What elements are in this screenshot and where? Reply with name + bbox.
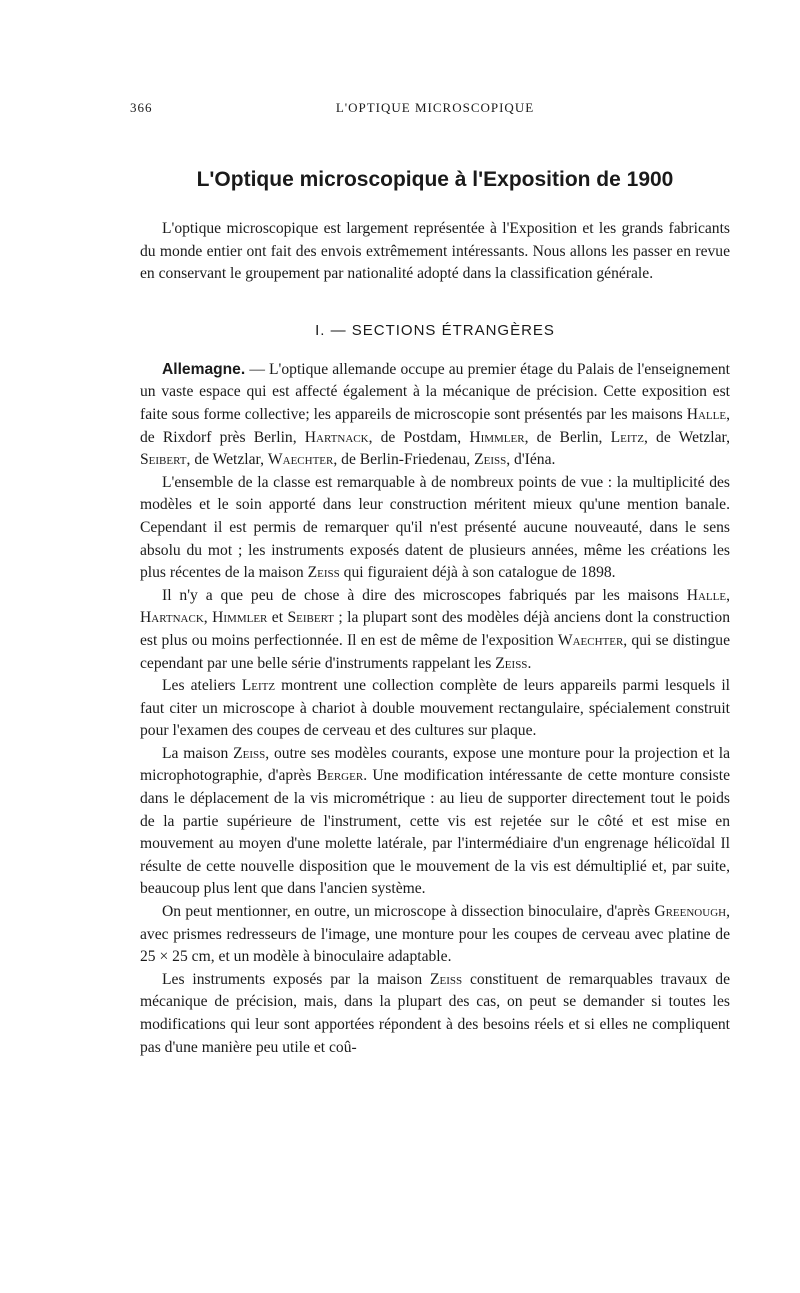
maker-name: Leitz [610, 428, 644, 446]
text-run: ; la plupart sont des modèles déjà anciens dont la construction est plus ou moins perfectionnée. Il en est de même de l'exposition [140, 609, 730, 649]
maker-name: Zeiss [307, 564, 340, 582]
paragraph-ensemble [140, 472, 730, 585]
text-run: montrent une collection complète de leurs appareils parmi lesquels il faut citer un microscope à chariot à double mouvement rectangulaire, spécialement construit pour l'examen des coupes de cerveau et des cultures sur plaque. [140, 677, 730, 740]
country-heading: Allemagne. [162, 360, 246, 378]
text-run: , de Wetzlar, [643, 428, 730, 446]
text-run: Les instruments exposés par la maison [162, 970, 430, 988]
running-title: L'OPTIQUE MICROSCOPIQUE [335, 100, 535, 115]
text-run: , avec prismes redresseurs de l'image, une monture pour les coupes de cerveau avec platine de 25 × 25 cm, et un modèle à binoculaire adaptable. [140, 903, 730, 966]
running-header [130, 100, 730, 124]
intro-paragraph: L'optique microscopique est largement représentée à l'Exposition et les grands fabricants du monde entier ont fait des envois extrêmement intéressants. Nous allons les passer en revue en conservant le groupement par nationalité adopté dans la classification générale. [140, 220, 730, 283]
text-run: Les ateliers [162, 677, 242, 695]
paragraph-dissection [140, 901, 730, 969]
text-run: et [267, 609, 288, 627]
text-run: , d'Iéna. [506, 451, 556, 469]
text-run: , [203, 609, 213, 627]
maker-name: Zeiss [233, 744, 266, 762]
text-run: , de Wetzlar, [186, 451, 268, 469]
maker-name: Zeiss [429, 970, 463, 988]
text-run: On peut mentionner, en outre, un microscope à dissection binoculaire, d'après [162, 903, 655, 921]
text-run: , de Berlin-Friedenau, [333, 451, 475, 469]
text-run: . Une modification intéressante de cette monture consiste dans le déplacement de la vis micrométrique : au lieu de supporter directement tout le poids de la partie supérieure de l'instrument, cette vis est rejetée sur le côté et est mise en mouvement au moyen d'une molette latérale, par l'intermédiaire d'un engrenage hélicoïdal Il résulte de cette nouvelle disposition que le mouvement de la vis est démultiplié et, par suite, beaucoup plus lent que dans l'ancien système. [140, 767, 730, 898]
maker-name: Halle [686, 405, 727, 423]
maker-name: Hartnack [304, 428, 369, 446]
article-title: L'Optique microscopique à l'Exposition de 1900 [196, 168, 674, 191]
text-run: La maison [162, 744, 234, 762]
maker-name: Halle [686, 586, 727, 604]
maker-name: Waechter [557, 631, 624, 649]
maker-name: Waechter [267, 451, 334, 469]
maker-name: Zeiss [474, 451, 507, 469]
text-run: , qui se distingue cependant par une belle série d'instruments rappelant les [140, 631, 730, 672]
paragraph-microscopes [140, 585, 730, 675]
text-run: . [527, 654, 532, 672]
text-run: , de Rixdorf près Berlin, [140, 405, 730, 446]
text-run: qui figuraient déjà à son catalogue de 1898. [339, 564, 616, 582]
paragraph-allemagne [140, 359, 730, 472]
paragraph-instruments [140, 969, 730, 1059]
text-run: , de Postdam, [368, 428, 470, 446]
text-run: L'ensemble de la classe est remarquable à de nombreux points de vue : la multiplicité des modèles et le soin apporté dans leur construction méritent mieux qu'une mention banale. Cependant il est permis de remarquer qu'il n'est présenté aucune nouveauté, dans le sens absolu du mot ; les instruments exposés datent de plusieurs années, même les créations les plus récentes de la maison [140, 473, 730, 582]
paragraph-zeiss [140, 743, 730, 901]
text-run: Il n'y a que peu de chose à dire des microscopes fabriqués par les maisons [162, 586, 687, 604]
text-run: — L'optique allemande occupe au premier étage du Palais de l'enseignement un vaste espace qui est affecté également à la mécanique de précision. Cette exposition est faite sous forme collective; les appareils de microscopie sont présentés par les maisons [140, 360, 730, 423]
text-run: , outre ses modèles courants, expose une monture pour la projection et la microphotographie, d'après [140, 744, 730, 785]
maker-name: Himmler [469, 428, 525, 446]
maker-name: Zeiss [495, 654, 528, 672]
section-heading: I. — SECTIONS ÉTRANGÈRES [315, 321, 555, 339]
text-run: , de Berlin, [524, 428, 611, 446]
maker-name: Leitz [241, 677, 276, 695]
text-run: constituent de remarquables travaux de mécanique de précision, mais, dans la plupart des cas, on peut se demander si toutes les modifications qui leur sont apportées répondent à des besoins réels et si elles ne compliquent pas d'une manière peu utile et coû- [140, 970, 730, 1056]
maker-name: Seibert [140, 451, 187, 469]
maker-name: Hartnack [140, 609, 204, 627]
paragraph-leitz [140, 675, 730, 743]
maker-name: Berger [316, 767, 364, 785]
maker-name: Greenough [654, 903, 727, 921]
maker-name: Himmler [212, 609, 268, 627]
text-run: , [726, 586, 730, 604]
maker-name: Seibert [287, 609, 334, 627]
page-number: 366 [130, 100, 153, 115]
